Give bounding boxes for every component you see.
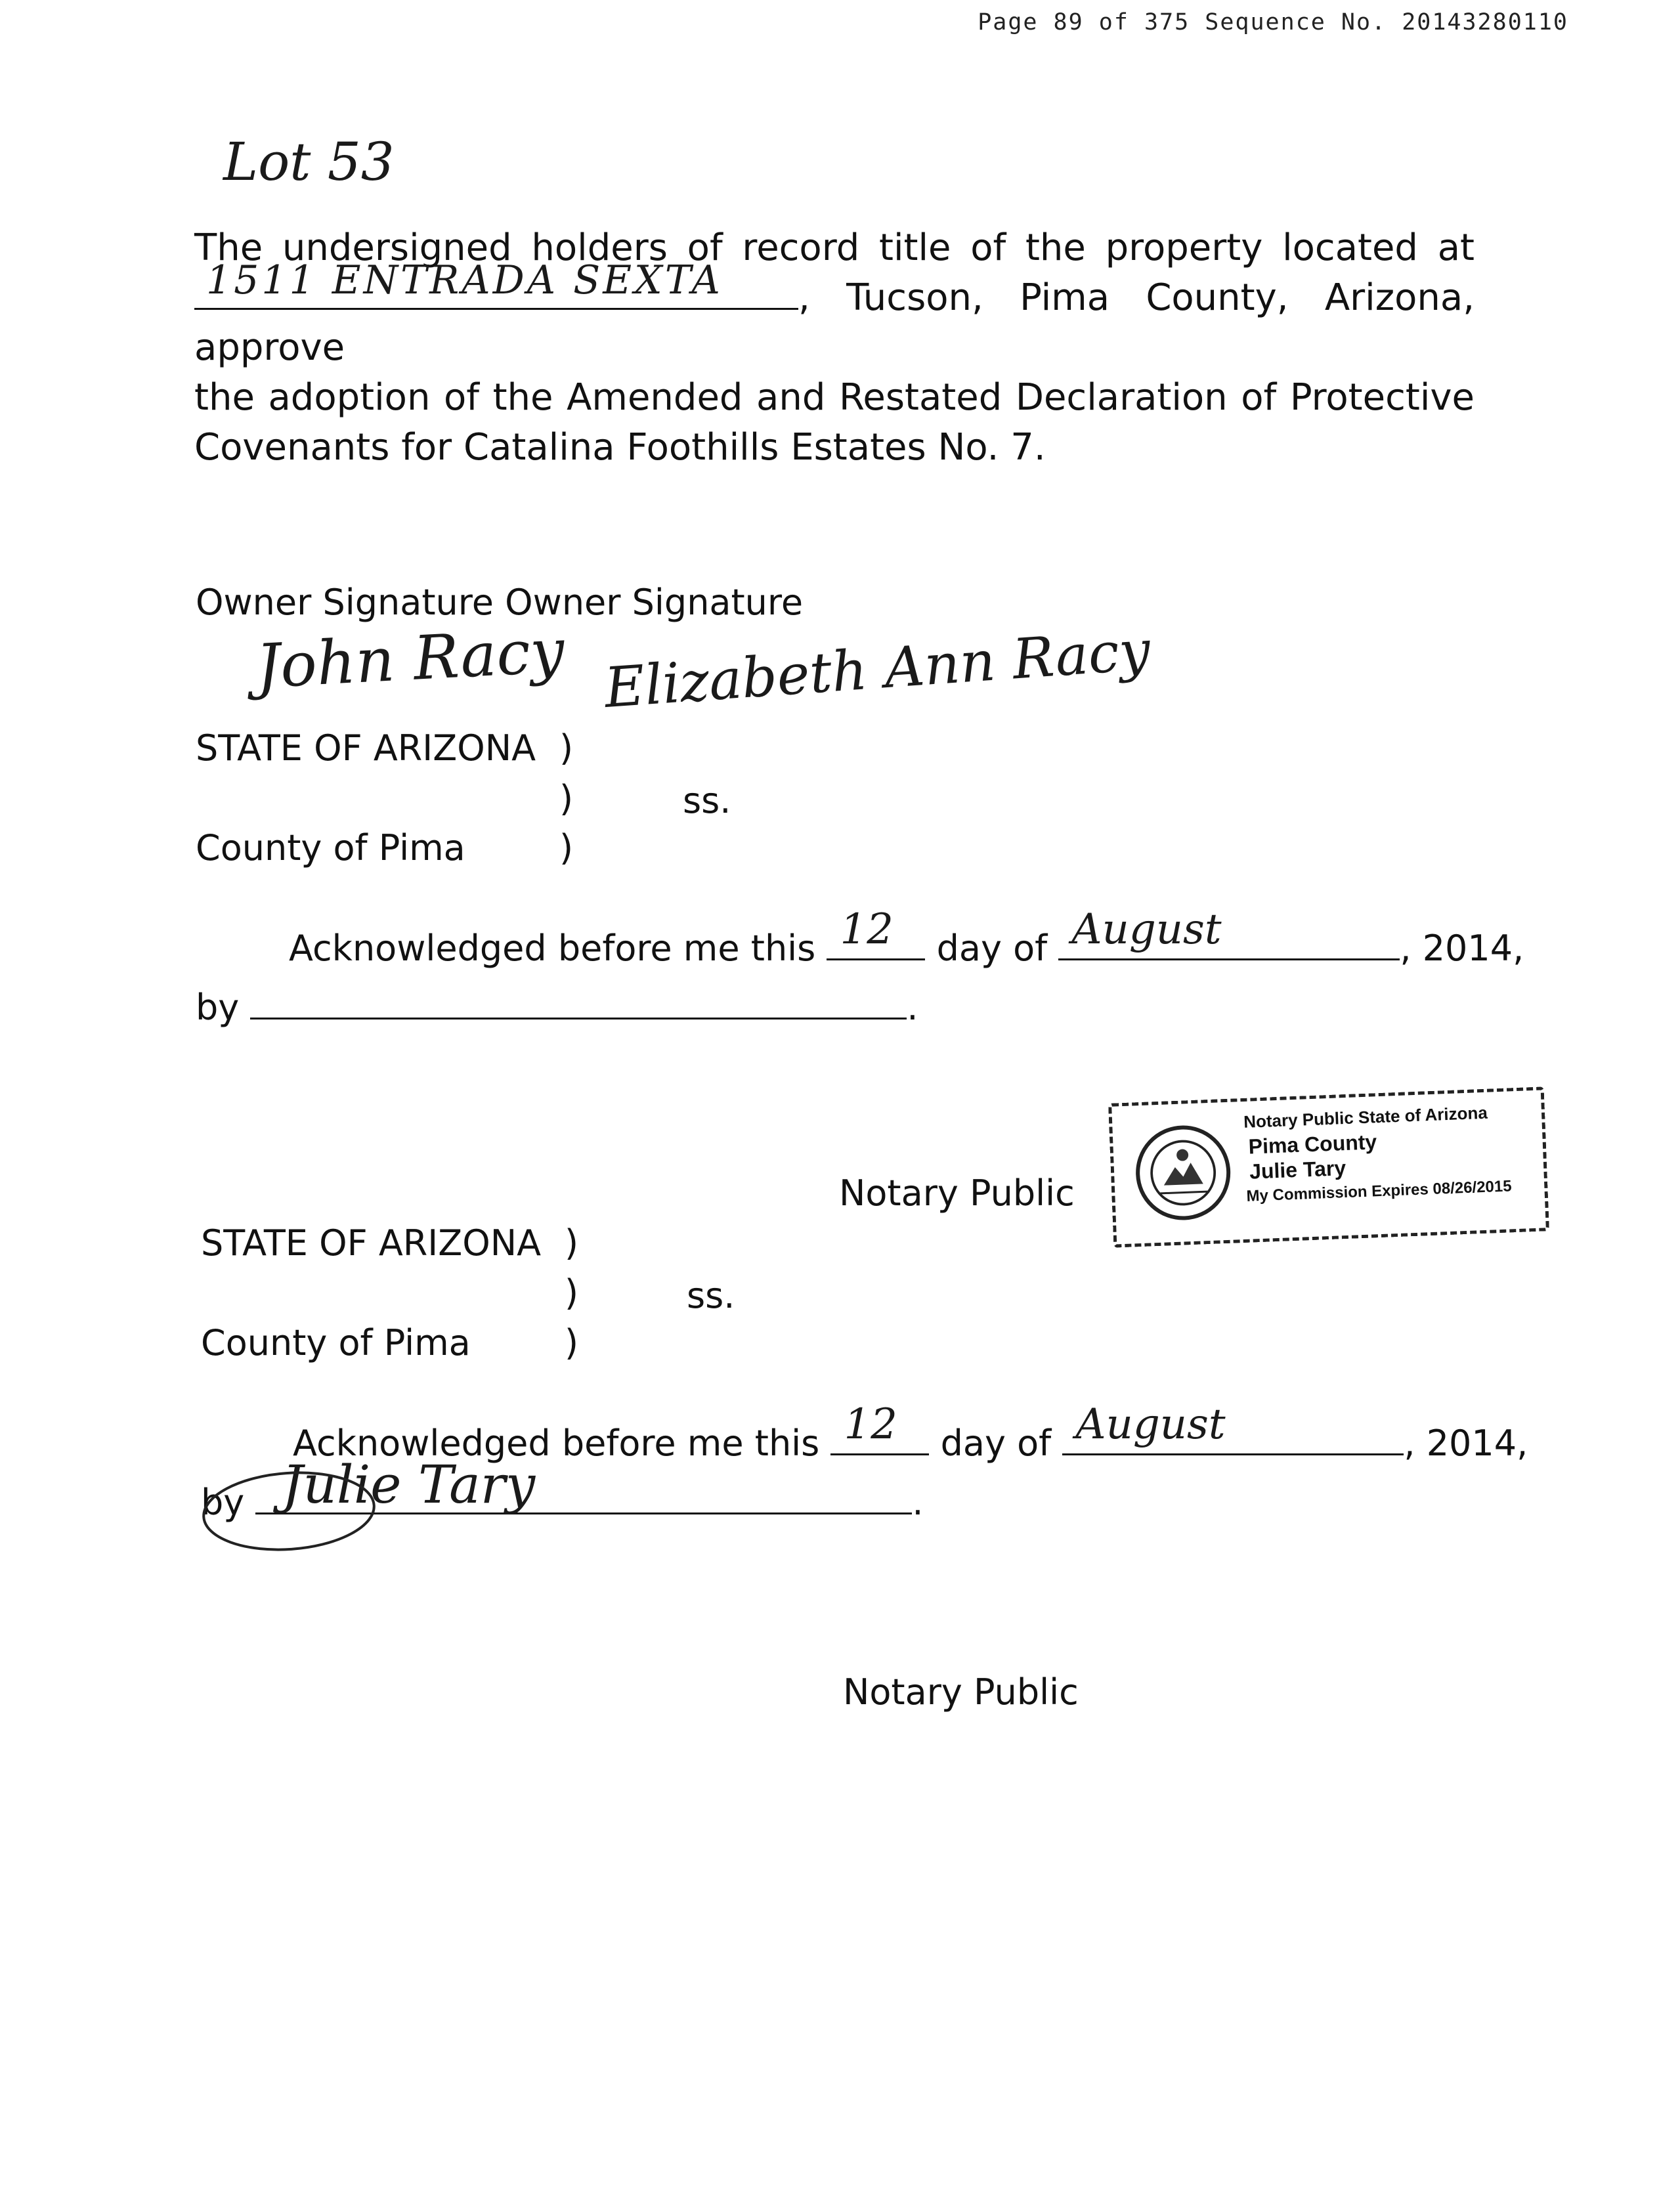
address-handwritten: 1511 ENTRADA SEXTA — [206, 257, 723, 303]
stamp-line-2: Pima County — [1248, 1130, 1377, 1159]
address-field — [194, 257, 798, 310]
paren-2a: ) — [565, 1222, 579, 1264]
paren-1b: ) — [559, 778, 574, 819]
stamp-line-1: Notary Public State of Arizona — [1243, 1102, 1488, 1132]
month-field-1 — [1058, 905, 1400, 960]
state-label-2: STATE OF ARIZONA — [201, 1222, 542, 1264]
ss-label-2: ss. — [687, 1275, 735, 1316]
county-label-1: County of Pima — [196, 827, 465, 869]
ack-line-1 — [289, 905, 1524, 974]
by-field-1 — [250, 978, 907, 1019]
ack-dayof-2: day of — [940, 1423, 1052, 1464]
page-header: Page 89 of 375 Sequence No. 20143280110 — [978, 9, 1568, 35]
paren-1a: ) — [559, 727, 574, 769]
by-signature-2: Julie Tary — [282, 1454, 536, 1515]
intro-line-1: The undersigned holders of record title of the property located at — [194, 226, 1475, 269]
paren-2c: ) — [565, 1322, 579, 1363]
day-handwritten-2: 12 — [844, 1400, 897, 1449]
intro-line-2 — [194, 257, 1475, 373]
lot-note: Lot 53 — [223, 131, 395, 192]
day-field-1 — [827, 905, 925, 960]
intro-line-3: the adoption of the Amended and Restated Declaration of Protective — [194, 376, 1475, 419]
stamp-line-4: My Commission Expires 08/26/2015 — [1246, 1177, 1513, 1205]
month-handwritten-2: August — [1075, 1400, 1226, 1449]
paren-2b: ) — [565, 1272, 579, 1314]
month-handwritten-1: August — [1071, 905, 1222, 954]
ss-label-1: ss. — [683, 780, 731, 821]
arizona-seal-icon — [1132, 1122, 1234, 1224]
ack-year-1: , 2014, — [1400, 928, 1524, 969]
county-label-2: County of Pima — [201, 1322, 471, 1363]
signature-loop-icon — [197, 1464, 381, 1562]
day-handwritten-1: 12 — [840, 905, 894, 954]
owner-signature-1: John Racy — [254, 615, 567, 702]
paren-1c: ) — [559, 827, 574, 869]
ack-dayof-1: day of — [936, 928, 1048, 969]
month-field-2 — [1062, 1400, 1404, 1455]
notary-public-label-2: Notary Public — [843, 1671, 1079, 1713]
by-label-1: by — [196, 987, 240, 1028]
ack-year-2: , 2014, — [1404, 1423, 1528, 1464]
stamp-text — [1243, 1099, 1513, 1209]
by-label-2: by — [201, 1482, 245, 1523]
ack-text-1: Acknowledged before me this — [289, 928, 816, 969]
by-end-1: . — [907, 987, 918, 1028]
stamp-line-3: Julie Tary — [1249, 1156, 1346, 1184]
intro-paragraph — [194, 223, 1475, 473]
intro-line-2-rest: , Tucson, Pima County, Arizona, approve — [194, 276, 1475, 369]
intro-line-4: Covenants for Catalina Foothills Estates No. 7. — [194, 426, 1046, 469]
notary-stamp — [1108, 1086, 1549, 1247]
ack-text-2: Acknowledged before me this — [293, 1423, 820, 1464]
state-label-1: STATE OF ARIZONA — [196, 727, 536, 769]
by-end-2: . — [912, 1482, 924, 1523]
by-line-1 — [196, 978, 918, 1033]
owner-signature-label: Owner Signature Owner Signature — [196, 582, 804, 623]
notary-public-label-1: Notary Public — [839, 1172, 1075, 1214]
owner-signature-2: Elizabeth Ann Racy — [602, 618, 1153, 720]
day-field-2 — [830, 1400, 929, 1455]
